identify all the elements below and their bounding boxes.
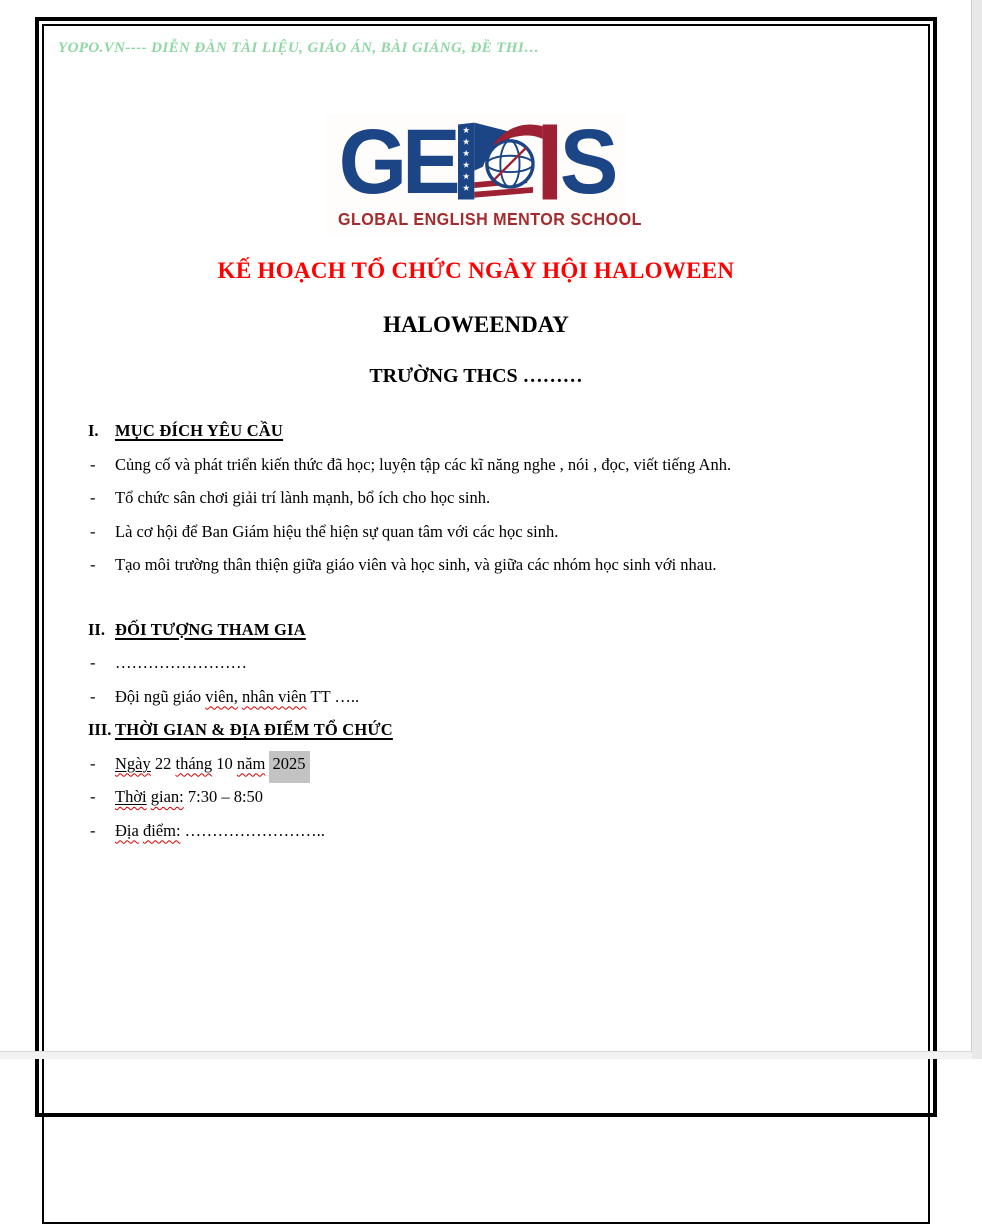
event-title: HALOWEENDAY xyxy=(44,312,908,338)
section-numeral: II. xyxy=(88,613,115,647)
page-border xyxy=(35,17,937,1117)
bottom-bar xyxy=(0,1051,972,1059)
bullet-item xyxy=(88,448,908,482)
misspelled-word: Thời xyxy=(115,787,147,806)
bullet-dash: - xyxy=(90,780,115,814)
highlighted-year-field: 2025 xyxy=(269,751,310,783)
section-2-heading xyxy=(88,613,908,647)
bullet-text: Tổ chức sân chơi giải trí lành mạnh, bổ ích cho học sinh. xyxy=(115,481,490,515)
bullet-dash: - xyxy=(90,548,115,582)
bullet-dash: - xyxy=(90,814,115,848)
misspelled-word: nhân viên xyxy=(242,687,307,706)
bullet-text: Địa điểm: …………………….. xyxy=(115,814,325,848)
bullet-item xyxy=(88,646,908,680)
logo-flag-globe-icon xyxy=(458,122,558,202)
bullet-item xyxy=(88,548,908,582)
gems-logo xyxy=(326,114,626,236)
bullet-text: Tạo môi trường thân thiện giữa giáo viên và học sinh, và giữa các nhóm học sinh với nhau. xyxy=(115,548,716,582)
misspelled-word: Địa xyxy=(115,821,139,840)
bullet-dash: - xyxy=(90,747,115,781)
document-body xyxy=(44,414,908,847)
misspelled-word: năm xyxy=(237,754,265,773)
document-title: KẾ HOẠCH TỔ CHỨC NGÀY HỘI HALOWEEN xyxy=(44,258,908,284)
section-heading-text: THỜI GIAN & ĐỊA ĐIỂM TỔ CHỨC xyxy=(115,713,393,747)
bullet-item xyxy=(88,481,908,515)
bullet-item-place xyxy=(88,814,908,848)
bullet-dash: - xyxy=(90,515,115,549)
misspelled-word: tháng xyxy=(176,754,213,773)
bullet-dash: - xyxy=(90,646,115,680)
bullet-text: Ngày 22 tháng 10 năm 2025 xyxy=(115,747,310,781)
logo-subtitle: GLOBAL ENGLISH MENTOR SCHOOL xyxy=(338,209,614,230)
bullet-dash: - xyxy=(90,448,115,482)
bullet-item xyxy=(88,680,908,714)
section-1-heading xyxy=(88,414,908,448)
misspelled-word: Ngày xyxy=(115,754,151,773)
bullet-text: Là cơ hội để Ban Giám hiệu thể hiện sự quan tâm với các học sinh. xyxy=(115,515,558,549)
scrollbar-track[interactable] xyxy=(971,0,982,1059)
watermark-text: YOPO.VN---- DIỄN ĐÀN TÀI LIỆU, GIÁO ÁN, BÀI GIẢNG, ĐỀ THI… xyxy=(58,40,908,57)
bullet-item xyxy=(88,515,908,549)
document-page xyxy=(42,24,930,1224)
misspelled-word: điểm: xyxy=(143,821,181,840)
section-heading-text: MỤC ĐÍCH YÊU CẦU xyxy=(115,414,283,448)
bullet-text: …………………… xyxy=(115,646,247,680)
bullet-dash: - xyxy=(90,481,115,515)
bullet-dash: - xyxy=(90,680,115,714)
misspelled-word: gian: xyxy=(151,787,184,806)
section-numeral: I. xyxy=(88,414,115,448)
logo-acronym xyxy=(326,118,626,202)
logo-letters-left: GE xyxy=(339,120,456,203)
bullet-text: Đội ngũ giáo viên, nhân viên TT ….. xyxy=(115,680,359,714)
school-name: TRƯỜNG THCS ……… xyxy=(44,365,908,388)
bullet-text: Thời gian: 7:30 – 8:50 xyxy=(115,780,263,814)
section-heading-text: ĐỐI TƯỢNG THAM GIA xyxy=(115,613,306,647)
bullet-item-time xyxy=(88,780,908,814)
logo-letters-right: S xyxy=(560,120,614,203)
bullet-item-date xyxy=(88,747,908,781)
misspelled-word: viên, xyxy=(205,687,238,706)
section-numeral: III. xyxy=(88,713,115,747)
section-3-heading xyxy=(88,713,908,747)
bullet-text: Củng cố và phát triển kiến thức đã học; luyện tập các kĩ năng nghe , nói , đọc, viết tiếng Anh. xyxy=(115,448,731,482)
